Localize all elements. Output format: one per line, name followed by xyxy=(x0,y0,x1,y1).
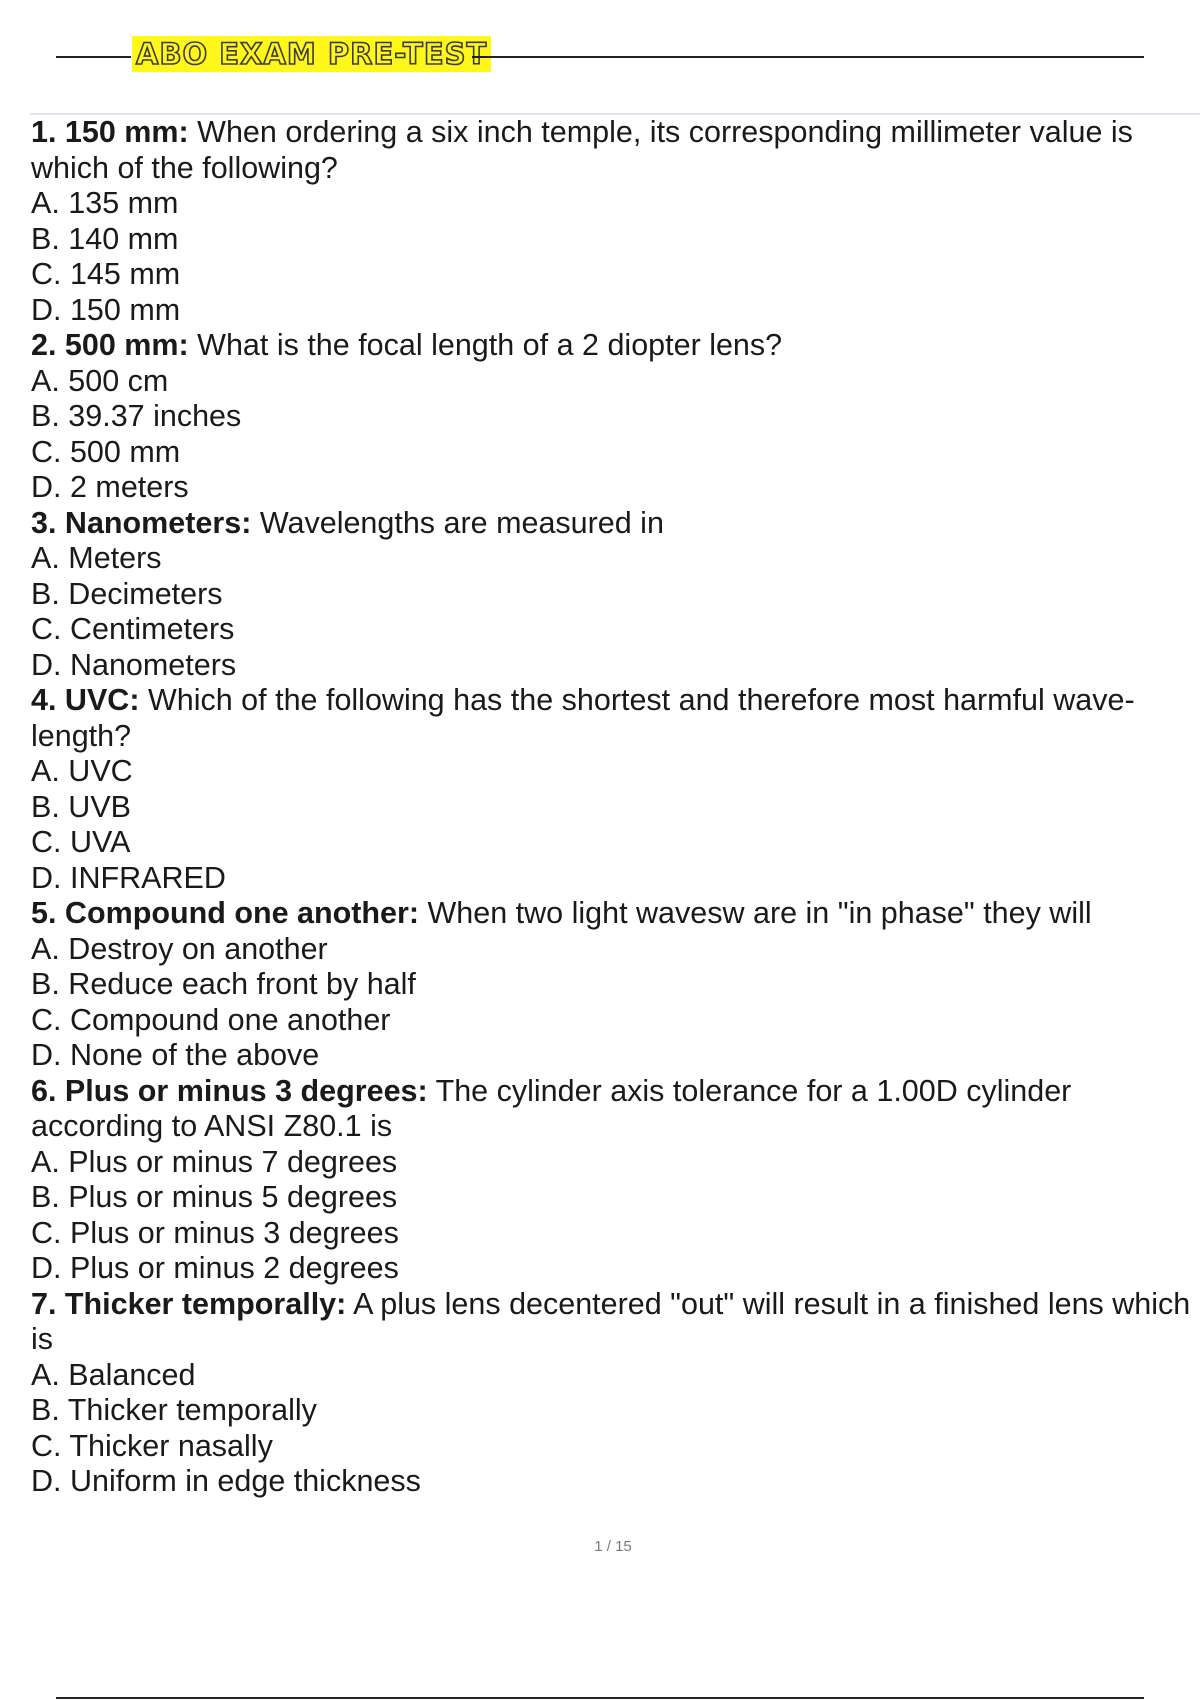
question-1 xyxy=(31,115,1191,328)
option-c: C. UVA xyxy=(31,825,131,859)
option-b: B. 39.37 inches xyxy=(31,399,242,433)
question-prompt: A plus lens decentered "out" will result in a finished lens which is xyxy=(31,1286,1191,1356)
question-prompt: What is the focal length of a 2 diopter lens? xyxy=(197,328,783,362)
question-answer: Compound one another: xyxy=(64,896,420,930)
option-b: B. Thicker temporally xyxy=(31,1393,317,1427)
question-list xyxy=(31,115,1191,1500)
question-number: 5. xyxy=(31,896,57,930)
option-d: D. INFRARED xyxy=(31,860,226,895)
question-text xyxy=(31,683,1191,754)
question-6 xyxy=(31,1074,1191,1287)
option-b: B. Decimeters xyxy=(31,576,223,611)
question-number: 3. xyxy=(31,505,57,540)
question-number: 4. xyxy=(31,683,57,717)
option-c: C. Plus or minus 3 degrees xyxy=(31,1215,399,1250)
option-a: A. Meters xyxy=(31,541,162,575)
option-d: D. 150 mm xyxy=(31,292,181,327)
option-d: D. None of the above xyxy=(31,1038,320,1072)
question-number: 1. xyxy=(31,115,57,149)
question-text xyxy=(31,1074,1191,1145)
option-b: B. Plus or minus 5 degrees xyxy=(31,1180,398,1214)
question-answer: UVC: xyxy=(64,683,140,717)
question-3 xyxy=(31,506,1191,684)
question-answer: Plus or minus 3 degrees: xyxy=(64,1073,428,1108)
question-number: 2. xyxy=(31,328,57,362)
option-c: C. 500 mm xyxy=(31,434,181,469)
question-prompt: When ordering a six inch temple, its corresponding millimeter value is which of the following? xyxy=(31,115,1133,185)
question-prompt: When two light wavesw are in "in phase" they will xyxy=(427,896,1092,930)
option-d: D. Nanometers xyxy=(31,647,237,682)
header-rule-right xyxy=(472,56,1144,58)
option-b: B. 140 mm xyxy=(31,221,179,256)
question-prompt: Which of the following has the shortest and therefore most harmful wave-length? xyxy=(31,683,1135,753)
option-c: C. Thicker nasally xyxy=(31,1428,273,1463)
option-a: A. UVC xyxy=(31,754,133,788)
option-b: B. Reduce each front by half xyxy=(31,967,416,1001)
option-d: D. 2 meters xyxy=(31,470,189,504)
option-d: D. Plus or minus 2 degrees xyxy=(31,1251,399,1285)
question-number: 6. xyxy=(31,1073,57,1108)
document-title: ABO EXAM PRE-TEST xyxy=(132,36,491,72)
page-number: 1 / 15 xyxy=(594,1538,632,1555)
question-7 xyxy=(31,1287,1191,1500)
question-text xyxy=(31,328,1191,364)
footer-rule xyxy=(56,1697,1144,1699)
question-text xyxy=(31,506,1191,542)
question-prompt: Wavelengths are measured in xyxy=(259,505,664,540)
option-a: A. 135 mm xyxy=(31,186,179,220)
option-a: A. Balanced xyxy=(31,1357,196,1392)
option-d: D. Uniform in edge thickness xyxy=(31,1464,421,1498)
question-text xyxy=(31,1287,1191,1358)
option-a: A. 500 cm xyxy=(31,363,169,398)
question-4 xyxy=(31,683,1191,896)
question-prompt: The cylinder axis tolerance for a 1.00D cylinder according to ANSI Z80.1 is xyxy=(31,1073,1072,1143)
question-2 xyxy=(31,328,1191,506)
question-5 xyxy=(31,896,1191,1074)
question-number: 7. xyxy=(31,1286,57,1321)
option-c: C. Centimeters xyxy=(31,612,235,646)
option-a: A. Destroy on another xyxy=(31,931,328,966)
question-answer: 500 mm: xyxy=(64,328,189,362)
question-text xyxy=(31,115,1191,186)
question-answer: 150 mm: xyxy=(64,115,189,149)
question-answer: Nanometers: xyxy=(64,505,252,540)
page-header xyxy=(56,36,1144,72)
option-b: B. UVB xyxy=(31,789,132,824)
header-rule-left xyxy=(56,56,131,58)
option-a: A. Plus or minus 7 degrees xyxy=(31,1144,398,1179)
question-text xyxy=(31,896,1191,932)
option-c: C. Compound one another xyxy=(31,1002,391,1037)
question-answer: Thicker temporally: xyxy=(64,1286,347,1321)
option-c: C. 145 mm xyxy=(31,257,181,291)
